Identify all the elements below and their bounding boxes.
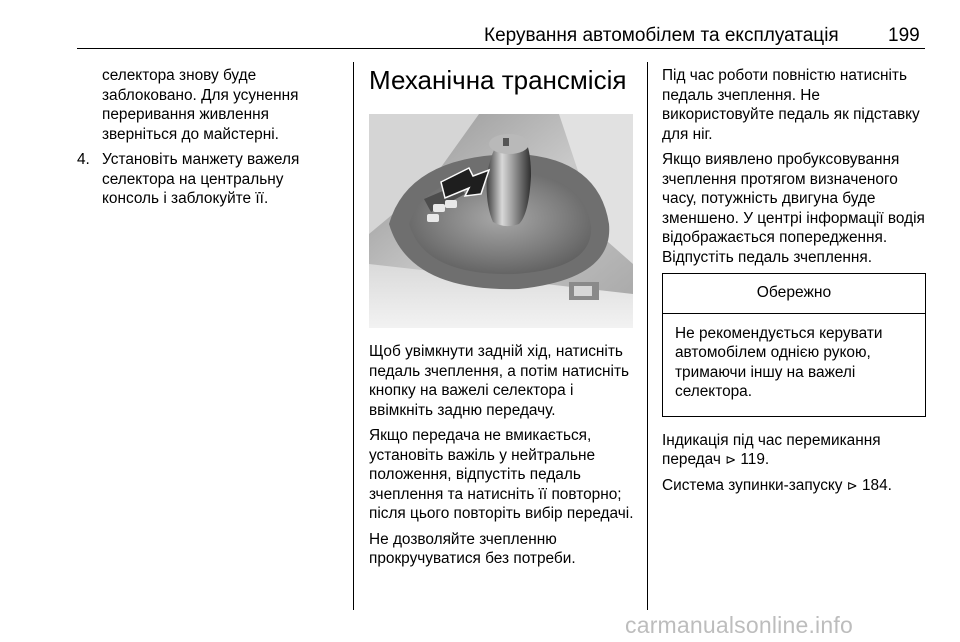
step-4-number: 4. (77, 151, 90, 168)
continued-step-text: селектора знову буде заблоковано. Для усунення переривання живлення зверніться до майстерні. (102, 67, 299, 143)
section-title: Механічна трансмісія (369, 65, 627, 95)
gear-shift-photo (369, 114, 633, 328)
clutch-slip-paragraph: Не дозволяйте зчепленню прокручуватися без потреби. (369, 530, 576, 567)
caution-text: Не рекомендується керувати автомобілем однією рукою, тримаючи іншу на важелі селектора. (675, 324, 883, 400)
step-4-text: Установіть манжету важеля селектора на центральну консоль і заблокуйте її. (102, 151, 300, 207)
clutch-pedal-paragraph: Під час роботи повністю натисніть педаль зчеплення. Не використовуйте педаль як підставку для ніг. (662, 67, 920, 143)
column-3 (662, 66, 926, 501)
gear-not-engaging-paragraph: Якщо передача не вмикається, установіть важіль у нейтральне положення, відпустіть педаль зчеплення та натисніть її повторно; після цього повторіть вибір передачі. (369, 427, 634, 522)
step-4 (77, 150, 339, 209)
xref-arrow-icon: ⊳ (725, 452, 737, 467)
xref-text: Індикація під час перемикання передач (662, 431, 881, 468)
header-rule (77, 48, 925, 49)
header-title: Керування автомобілем та експлуатація (484, 25, 839, 46)
caution-box (662, 273, 926, 417)
column-divider-right (647, 62, 648, 610)
cross-reference-stop-start (662, 476, 926, 496)
column-divider-left (353, 62, 354, 610)
xref-arrow-icon: ⊳ (846, 477, 858, 493)
clutch-slippage-paragraph: Якщо виявлено пробуксовування зчеплення протягом визначеного часу, потужність двигуна буде зменшено. У центрі інформації водія відображається попередження. Відпустіть педаль зчеплення. (662, 151, 925, 266)
caution-heading: Обережно (663, 274, 925, 314)
reverse-gear-paragraph: Щоб увімкнути задній хід, натисніть педаль зчеплення, а потім натисніть кнопку на важелі селектора і ввімкніть задню передачу. (369, 343, 630, 419)
page-number: 199 (888, 25, 920, 46)
watermark: carmanualsonline.info (625, 612, 853, 638)
column-2 (369, 64, 635, 575)
xref-page: 119. (740, 451, 770, 468)
xref-text: Система зупинки-запуску (662, 476, 843, 494)
cross-reference-shift-indicator (662, 431, 926, 470)
xref-page: 184. (861, 476, 892, 494)
column-1 (77, 66, 339, 209)
page-header (0, 0, 960, 48)
